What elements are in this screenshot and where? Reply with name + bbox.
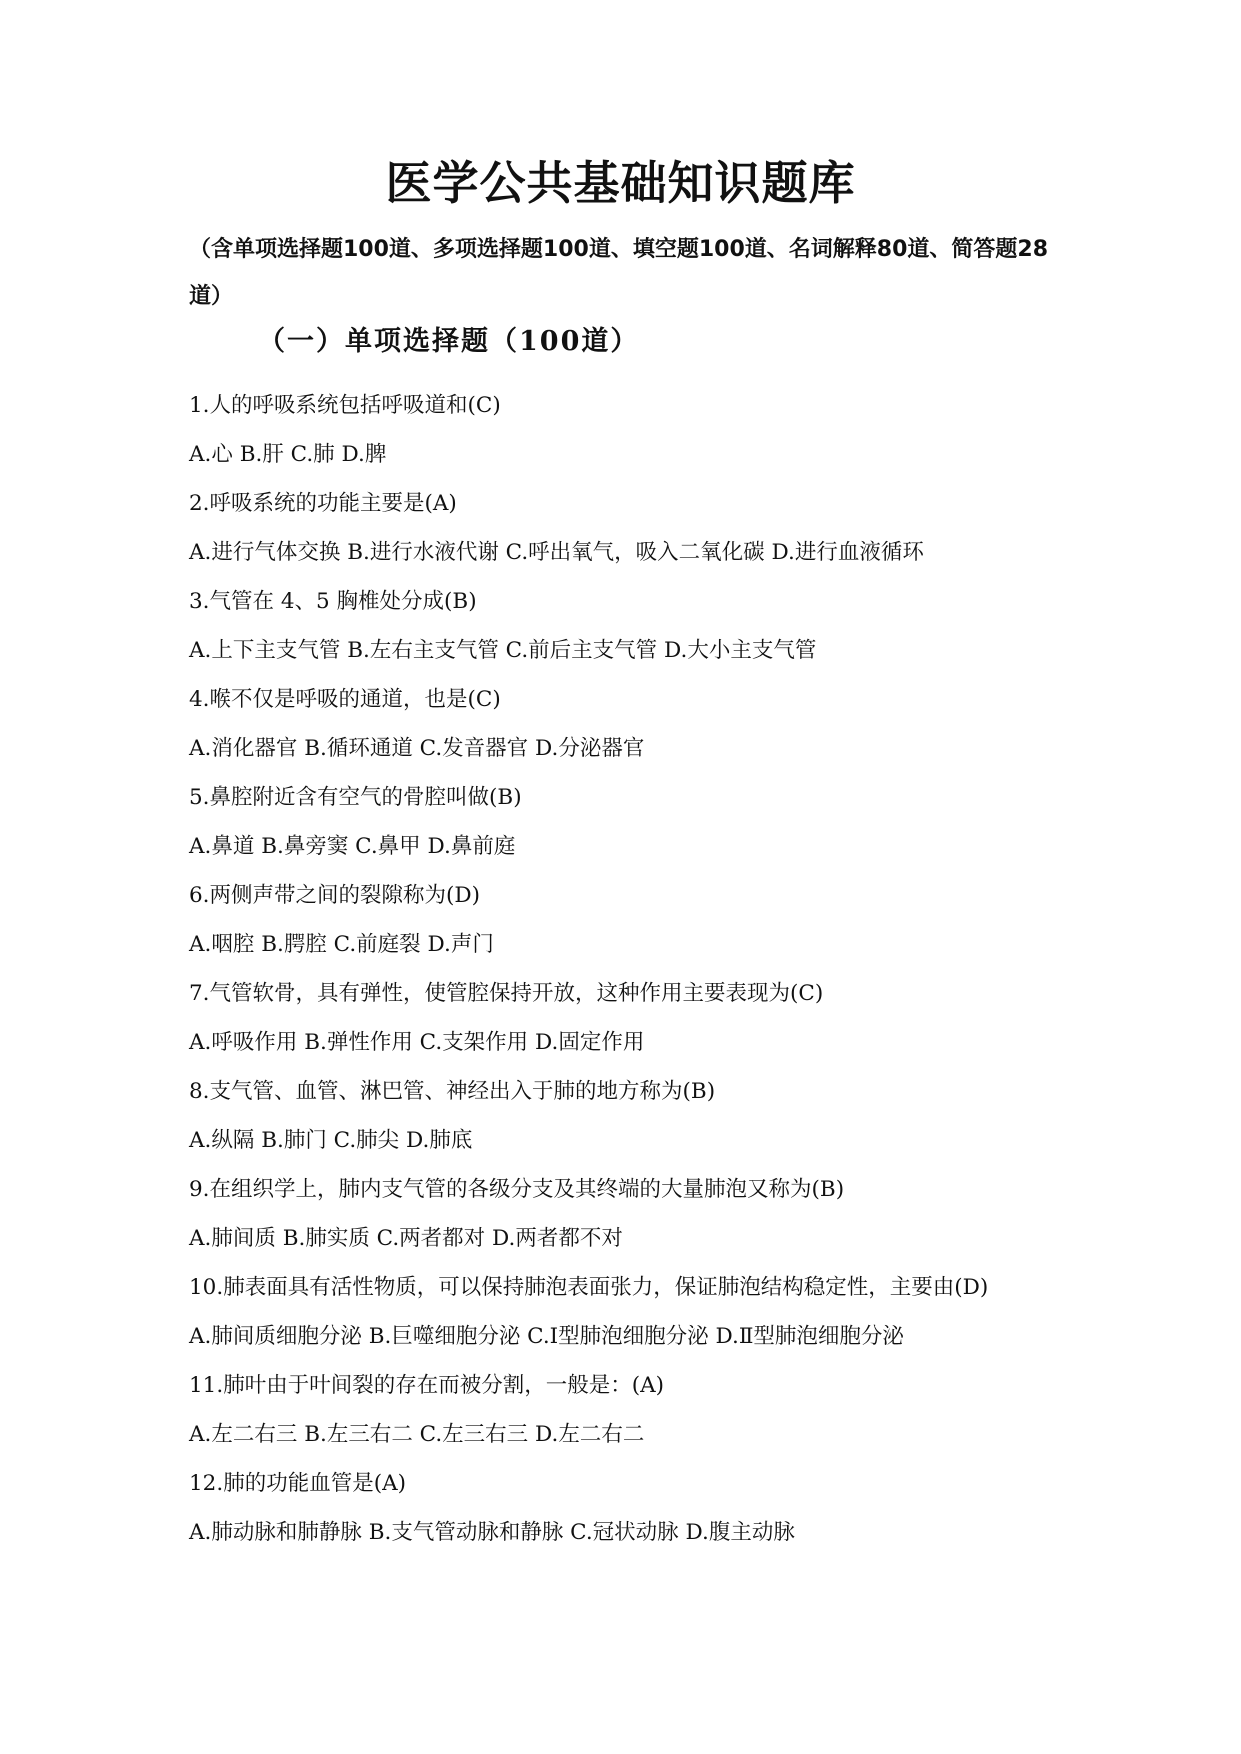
question-line: 2.呼吸系统的功能主要是(A)	[189, 491, 457, 516]
options-line: A.心 B.肝 C.肺 D.脾	[189, 442, 387, 467]
question-line: 7.气管软骨，具有弹性，使管腔保持开放，这种作用主要表现为(C)	[189, 981, 824, 1006]
options-line: A.进行气体交换 B.进行水液代谢 C.呼出氧气，吸入二氧化碳 D.进行血液循环	[189, 540, 924, 565]
question-line: 9.在组织学上，肺内支气管的各级分支及其终端的大量肺泡又称为(B)	[189, 1177, 845, 1202]
section-heading: （一）单项选择题（100道）	[258, 326, 640, 357]
options-line: A.上下主支气管 B.左右主支气管 C.前后主支气管 D.大小主支气管	[189, 638, 817, 663]
options-line: A.纵隔 B.肺门 C.肺尖 D.肺底	[189, 1128, 473, 1153]
options-line: A.左二右三 B.左三右二 C.左三右三 D.左二右二	[189, 1422, 645, 1447]
options-line: A.鼻道 B.鼻旁窦 C.鼻甲 D.鼻前庭	[189, 834, 516, 859]
options-line: A.肺间质 B.肺实质 C.两者都对 D.两者都不对	[189, 1226, 623, 1251]
question-line: 12.肺的功能血管是(A)	[189, 1471, 406, 1496]
question-line: 3.气管在 4、5 胸椎处分成(B)	[189, 589, 477, 614]
options-line: A.咽腔 B.腭腔 C.前庭裂 D.声门	[189, 932, 494, 957]
question-line: 5.鼻腔附近含有空气的骨腔叫做(B)	[189, 785, 522, 810]
question-line: 6.两侧声带之间的裂隙称为(D)	[189, 883, 481, 908]
document-subtitle: （含单项选择题100道、多项选择题100道、填空题100道、名词解释80道、简答题28道）	[189, 237, 1049, 309]
question-line: 1.人的呼吸系统包括呼吸道和(C)	[189, 393, 501, 418]
question-line: 8.支气管、血管、淋巴管、神经出入于肺的地方称为(B)	[189, 1079, 716, 1104]
options-line: A.消化器官 B.循环通道 C.发音器官 D.分泌器官	[189, 736, 645, 761]
options-line: A.呼吸作用 B.弹性作用 C.支架作用 D.固定作用	[189, 1030, 645, 1055]
options-line: A.肺间质细胞分泌 B.巨噬细胞分泌 C.Ⅰ型肺泡细胞分泌 D.Ⅱ型肺泡细胞分泌	[189, 1324, 904, 1349]
document-title: 医学公共基础知识题库	[385, 156, 856, 210]
question-list	[189, 381, 1069, 1557]
question-line: 4.喉不仅是呼吸的通道，也是(C)	[189, 687, 501, 712]
options-line: A.肺动脉和肺静脉 B.支气管动脉和静脉 C.冠状动脉 D.腹主动脉	[189, 1520, 795, 1545]
question-line: 11.肺叶由于叶间裂的存在而被分割，一般是：(A)	[189, 1373, 664, 1398]
question-line: 10.肺表面具有活性物质，可以保持肺泡表面张力，保证肺泡结构稳定性，主要由(D)	[189, 1275, 989, 1300]
